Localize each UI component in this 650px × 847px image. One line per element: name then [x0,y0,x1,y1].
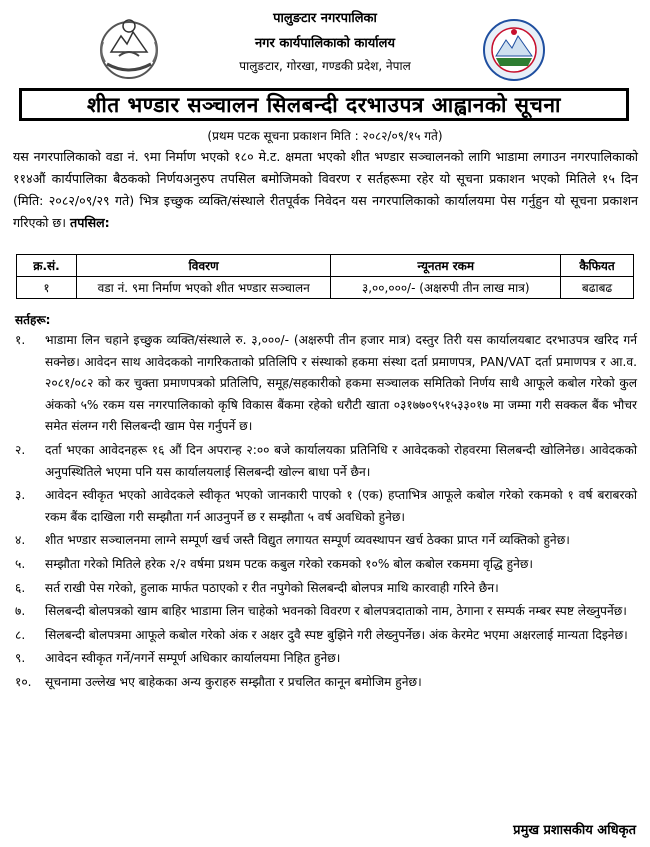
notice-title-box [19,88,629,121]
term-number: ६. [15,580,26,595]
terms-list [15,330,637,696]
publication-date: (प्रथम पटक सूचना प्रकाशन मिति : २०८२/०९/१५ गते) [207,129,443,143]
term-number: ५. [15,556,26,571]
term-text: दर्ता भएका आवेदनहरू १६ औं दिन अपरान्ह २:०० बजे कार्यालयका प्रतिनिधि र आवेदकको रोहवरमा सिलबन्दी खोलिनेछ। आवेदकको अनुपस्थितिले भएमा पनि यस कार्यालयलाई सिलबन्दी खोल्न बाधा पर्ने छैन। [45,442,637,479]
term-text: सूचनामा उल्लेख भए बाहेकका अन्य कुराहरु सम्झौता र प्रचलित कानून बमोजिम हुनेछ। [45,674,422,689]
column-header-description: विवरण [76,255,331,277]
tapsil-label: तपसिल: [70,215,110,230]
notice-title: शीत भण्डार सञ्चालन सिलबन्दी दरभाउपत्र आह्वानको सूचना [87,92,561,117]
term-number: ९. [15,651,26,666]
term-number: २. [15,442,26,457]
term-number: ८. [15,627,26,642]
term-number: ३. [15,488,26,503]
cell-serial: १ [17,277,77,299]
term-number: १. [15,333,26,347]
office-name: नगर कार्यपालिकाको कार्यालय [254,36,396,51]
term-text: सर्त राखी पेस गरेको, हुलाक मार्फत पठाएको र रीत नपुगेको सिलबन्दी बोलपत्र माथि कारवाही गरिने छैन। [45,580,499,595]
term-item [15,578,637,600]
column-header-remarks: कैफियत [561,255,634,277]
term-text: आवेदन स्वीकृत भएको आवेदकले स्वीकृत भएको जानकारी पाएको १ (एक) हप्ताभित्र आफूले कबोल गरेको रकमको १ वर्ष बराबरको रकम बैंक दाखिला गरी सम्झौता गर्न आउनुपर्ने छ र सम्झौता ५ वर्ष अवधिको हुनेछ। [45,488,637,524]
details-table [16,254,634,299]
term-text: सिलबन्दी बोलपत्रमा आफूले कबोल गरेको अंक र अक्षर दुवै स्पष्ट बुझिने गरी लेख्नुपर्नेछ। अंक केरमेट भएमा अक्षरलाई मान्यता दिइनेछ। [45,627,628,642]
term-text: भाडामा लिन चहाने इच्छुक व्यक्ति/संस्थाले रु. ३,०००/- (अक्षरुपी तीन हजार मात्र) दस्तुर तिरी यस कार्यालयबाट दरभाउपत्र खरिद गर्न सक्नेछ। आवेदन साथ आवेदकको नागरिकताको प्रतिलिपि र संस्थाको हकमा संस्था दर्ता प्रमाणपत्र, PAN/VAT दर्ता प्रमाणपत्र र आ.व. २०८१/०८२ को कर चुक्ता प्रमाणपत्रको प्रतिलिपि, समूह/सहकारीको हकमा सञ्चालक समितिको निर्णय साथै आफूले कबोल गरेको कुल अंकको ५% रकम यस नगरपालिकाको कृषि विकास बैंकमा रहेको धरौटी खाता ०३१७७०९५१५३३०१७ मा जम्मा गरी सक्कल बैंक भौचर समेत संलग्न गरी सिलबन्दी खाम पेस गर्नुपर्ने छ। [45,333,637,434]
term-number: ४. [15,533,26,548]
municipality-logo-icon [482,18,546,82]
term-item [15,330,637,438]
intro-text: यस नगरपालिकाको वडा नं. ९मा निर्माण भएको १८० मे.ट. क्षमता भएको शीत भण्डार सञ्चालनको लागि भाडामा लगाउन नगरपालिकाको ११४औं कार्यपालिका बैठकको निर्णयअनुरुप तपसिल बमोजिमको विवरण र सर्तहरूमा रहेर यो सूचना प्रकाशन भएको मितिले १५ दिन (मिति: २०८२/०९/२९ गते) भित्र इच्छुक व्यक्ति/संस्थाले रीतपूर्वक निवेदन यस नगरपालिकाको कार्यालयमा पेस गर्नुहुन यो सूचना प्रकाशन गरिएको छ। [13,149,638,230]
term-text: आवेदन स्वीकृत गर्ने/नगर्ने सम्पूर्ण अधिकार कार्यालयमा निहित हुनेछ। [45,651,341,666]
term-item [15,601,637,623]
term-text: शीत भण्डार सञ्चालनमा लाग्ने सम्पूर्ण खर्च जस्तै विद्युत लगायत सम्पूर्ण व्यवस्थापन खर्च ठेक्का प्राप्त गर्ने व्यक्तिको हुनेछ। [45,533,570,548]
table-row [17,277,634,299]
term-item [15,672,637,694]
term-number: १०. [15,674,32,689]
term-item [15,485,637,528]
column-header-serial: क्र.सं. [17,255,77,277]
term-text: सम्झौता गरेको मितिले हरेक २/२ वर्षमा प्रथम पटक कबुल गरेको रकमको १०% बोल कबोल रकममा वृद्धि हुनेछ। [45,556,534,571]
terms-heading: सर्तहरू: [15,313,51,327]
letterhead [0,0,650,88]
term-item [15,554,637,576]
column-header-minimum-amount: न्यूनतम रकम [331,255,561,277]
municipality-name: पालुङटार नगरपालिका [273,11,377,26]
term-number: ७. [15,604,26,619]
term-item [15,648,637,670]
signatory-title: प्रमुख प्रशासकीय अधिकृत [513,823,636,838]
table-header-row [17,255,634,277]
office-address: पालुङटार, गोरखा, गण्डकी प्रदेश, नेपाल [239,59,411,73]
intro-paragraph [13,146,638,234]
nepal-government-emblem-icon [93,12,165,84]
cell-description: वडा नं. ९मा निर्माण भएको शीत भण्डार सञ्चालन [76,277,331,299]
term-item [15,625,637,647]
term-item [15,530,637,552]
cell-remarks: बढाबढ [561,277,634,299]
term-text: सिलबन्दी बोलपत्रको खाम बाहिर भाडामा लिन चाहेको भवनको विवरण र बोलपत्रदाताको नाम, ठेगाना र सम्पर्क नम्बर स्पष्ट लेख्नुपर्नेछ। [45,604,627,619]
cell-minimum-amount: ३,००,०००/- (अक्षरुपी तीन लाख मात्र) [331,277,561,299]
term-item [15,440,637,483]
